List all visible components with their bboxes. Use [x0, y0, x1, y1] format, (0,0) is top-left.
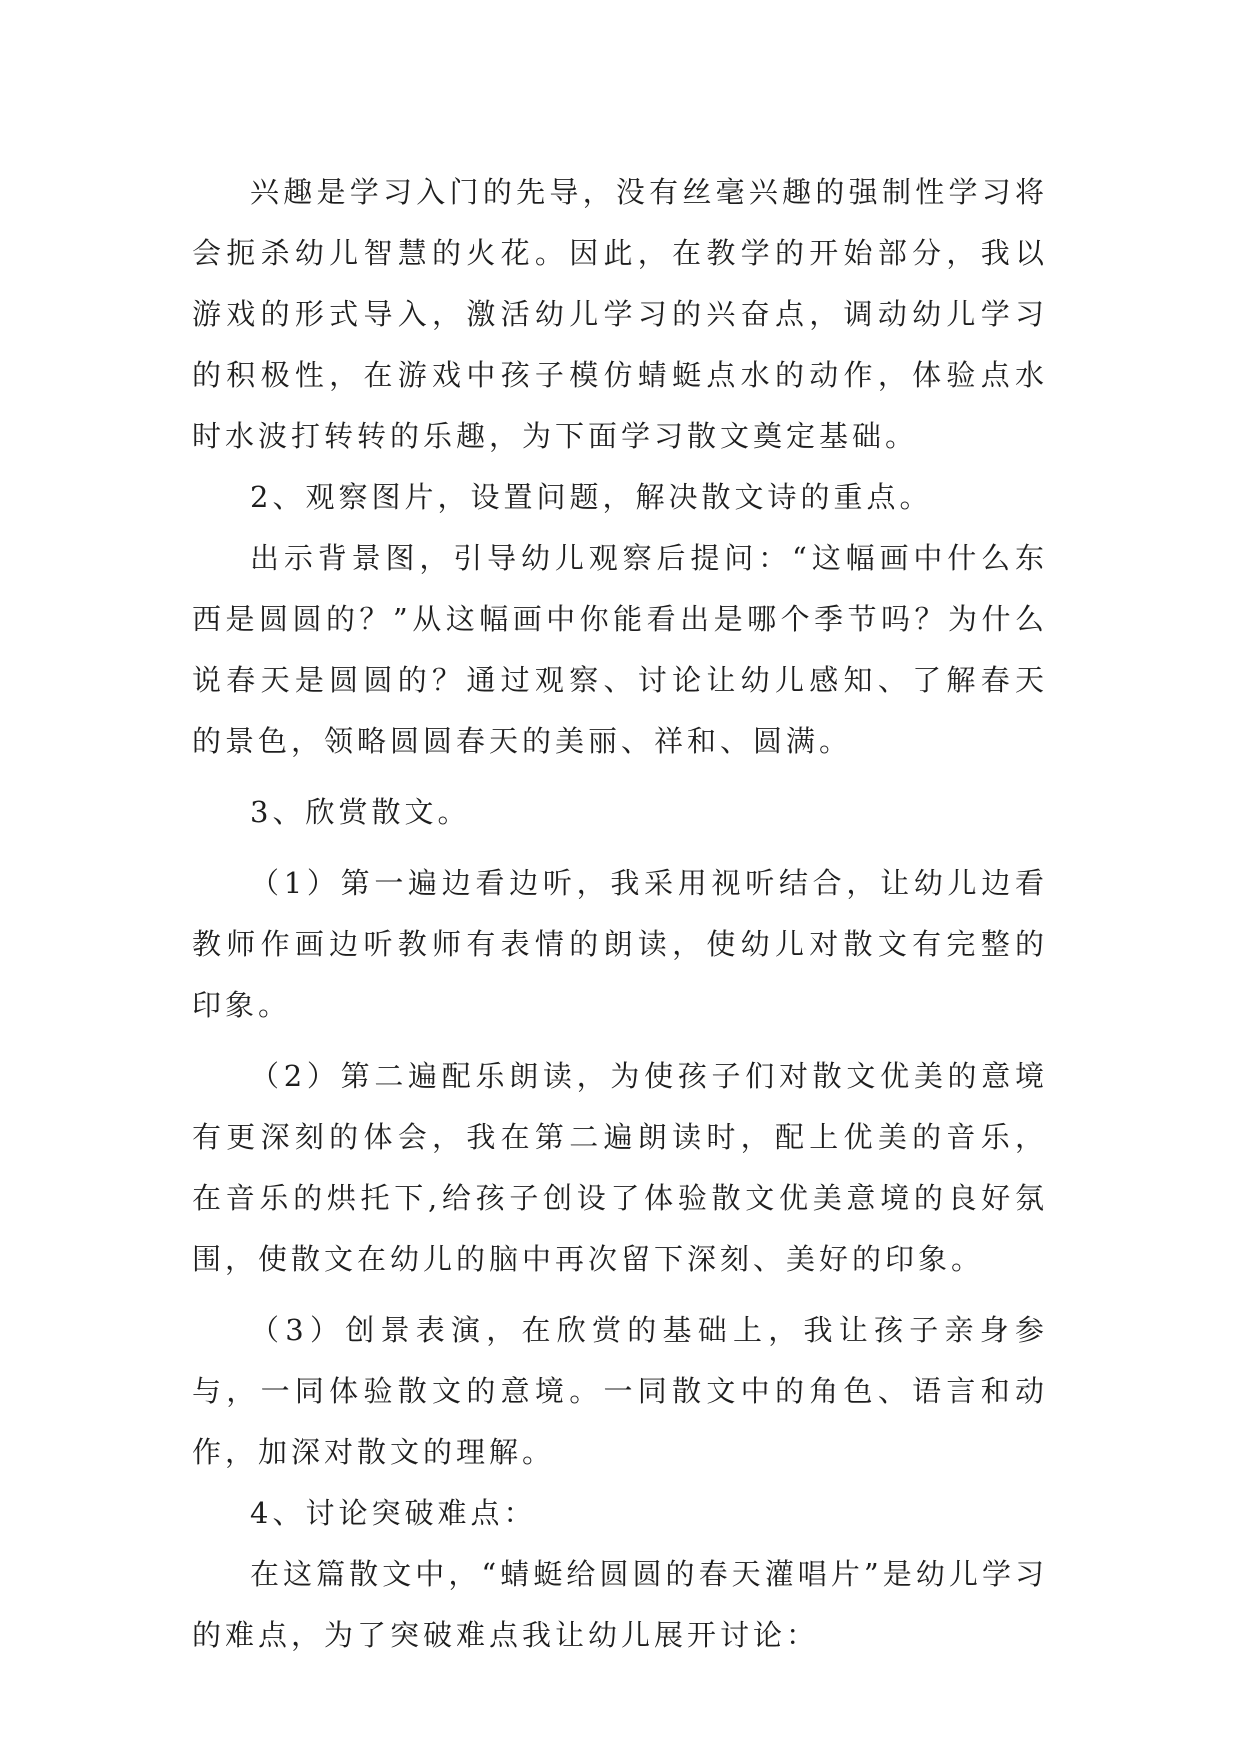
paragraph-step-2-heading: 2、观察图片，设置问题，解决散文诗的重点。 [250, 480, 933, 514]
paragraph-performance: （3）创景表演，在欣赏的基础上，我让孩子亲身参与，一同体验散文的意境。一同散文中的角色、语言和动作，加深对散文的理解。 [192, 1313, 1048, 1469]
paragraph-interest-intro: 兴趣是学习入门的先导，没有丝毫兴趣的强制性学习将会扼杀幼儿智慧的火花。因此，在教学的开始部分，我以游戏的形式导入，激活幼儿学习的兴奋点，调动幼儿学习的积极性，在游戏中孩子模仿蜻蜓点水的动作，体验点水时水波打转转的乐趣，为下面学习散文奠定基础。 [192, 175, 1048, 453]
paragraph-second-reading: （2）第二遍配乐朗读，为使孩子们对散文优美的意境有更深刻的体会，我在第二遍朗读时，配上优美的音乐，在音乐的烘托下,给孩子创设了体验散文优美意境的良好氛围，使散文在幼儿的脑中再次留下深刻、美好的印象。 [192, 1059, 1048, 1276]
paragraph-first-reading: （1）第一遍边看边听，我采用视听结合，让幼儿边看教师作画边听教师有表情的朗读，使幼儿对散文有完整的印象。 [192, 866, 1048, 1022]
paragraph-difficulty-discussion: 在这篇散文中，“蜻蜓给圆圆的春天灌唱片”是幼儿学习的难点，为了突破难点我让幼儿展开讨论： [192, 1557, 1048, 1652]
paragraph-step-3-heading: 3、欣赏散文。 [250, 795, 471, 829]
document-body [192, 162, 1048, 1666]
paragraph-background-picture: 出示背景图，引导幼儿观察后提问：“这幅画中什么东西是圆圆的？”从这幅画中你能看出是哪个季节吗？为什么说春天是圆圆的？通过观察、讨论让幼儿感知、了解春天的景色，领略圆圆春天的美丽、祥和、圆满。 [192, 541, 1048, 758]
paragraph-step-4-heading: 4、讨论突破难点： [250, 1496, 537, 1530]
